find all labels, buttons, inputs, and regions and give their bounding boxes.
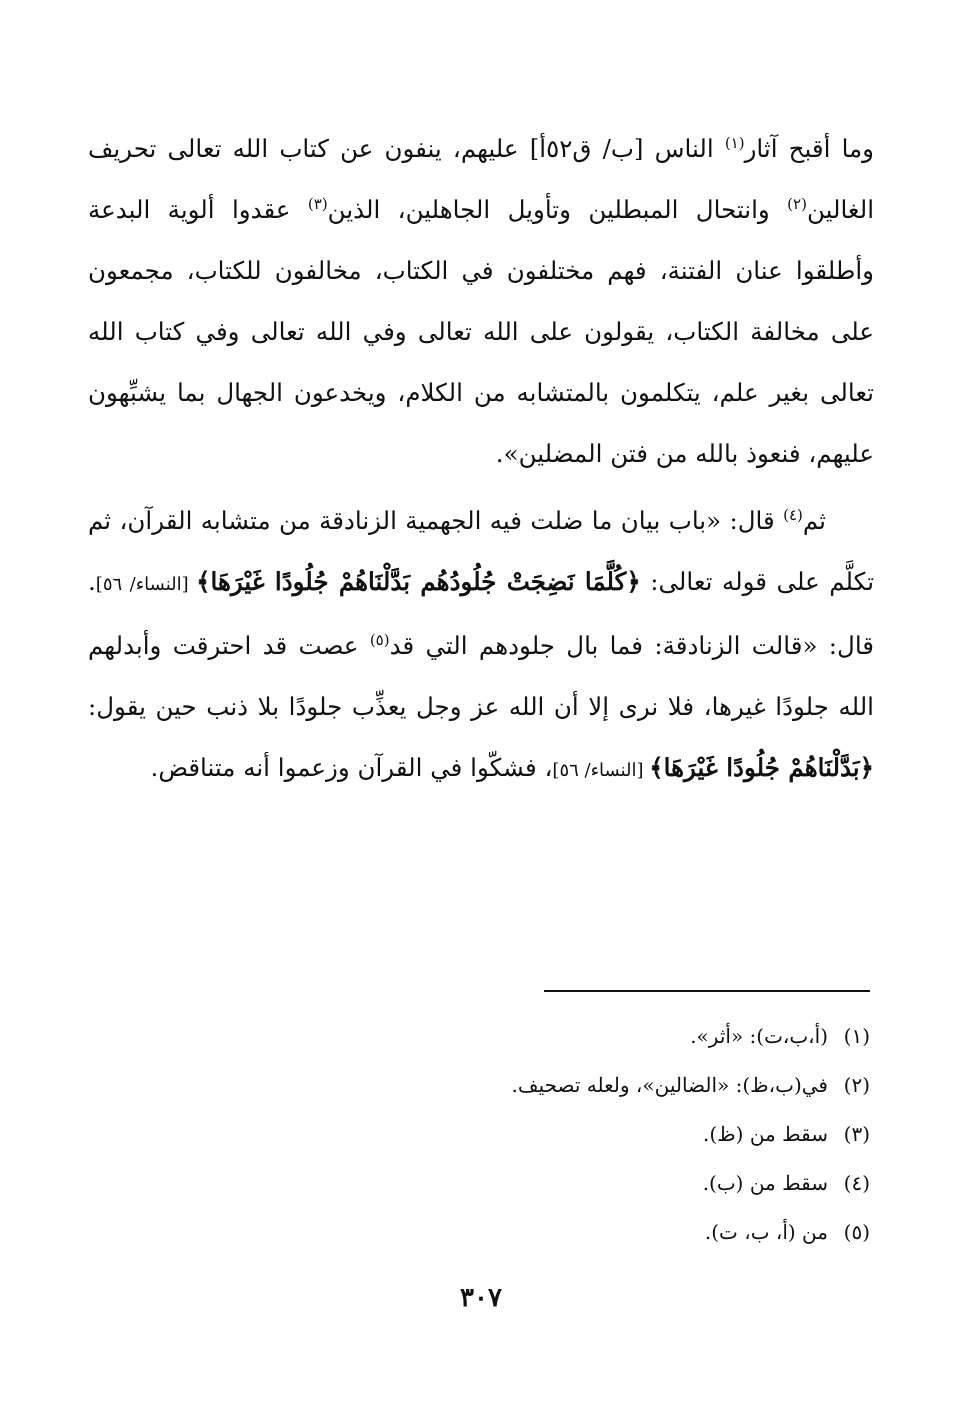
footnote-divider — [544, 990, 870, 992]
paragraph-2-text-2: قال: «باب بيان ما ضلت فيه الجهمية الزنادقة من متشابه القرآن، ثم تكلَّم على قوله تعالى: — [88, 506, 875, 596]
footnote-number: (١) — [843, 1024, 870, 1048]
main-text — [88, 118, 874, 801]
footnote-number: (٤) — [843, 1171, 870, 1195]
verse-reference-2: [النساء/ ٥٦] — [552, 760, 650, 781]
quran-verse-1: ﴿كُلَّمَا نَضِجَتْ جُلُودُهُم بَدَّلْنَاهُمْ جُلُودًا غَيْرَهَا﴾ — [196, 567, 641, 596]
footnote-marker-3: (٣) — [307, 194, 328, 213]
paragraph-2 — [88, 490, 874, 801]
footnote-text: (أ،ب،ت): «أثر». — [690, 1024, 828, 1048]
footnote-text: في(ب،ظ): «الضالين»، ولعله تصحيف. — [511, 1073, 828, 1097]
paragraph-1-text-3: وانتحال المبطلين وتأويل الجاهلين، الذين — [327, 195, 788, 224]
footnote-5 — [310, 1208, 870, 1257]
paragraph-2-text-4: عصت قد احترقت وأبدلهم الله جلودًا غيرها، فلا نرى إلا أن الله عز وجل يعذِّب جلودًا بلا ذنب حين يقول: — [88, 631, 874, 721]
footnote-number: (٢) — [843, 1073, 870, 1097]
footnote-text: سقط من (ظ). — [703, 1122, 828, 1146]
footnote-marker-5: (٥) — [369, 630, 390, 649]
quran-verse-2: ﴿بَدَّلْنَاهُمْ جُلُودًا غَيْرَهَا﴾ — [649, 753, 874, 782]
paragraph-2-text-1: ثم — [802, 506, 826, 535]
footnote-text: سقط من (ب). — [702, 1171, 828, 1195]
paragraph-2-text-3: . قال: «قالت الزنادقة: فما بال جلودهم التي قد — [88, 567, 874, 660]
paragraph-2-text-5: ، فشكّوا في القرآن وزعموا أنه متناقض. — [150, 753, 553, 782]
footnote-3 — [310, 1110, 870, 1159]
footnote-marker-4: (٤) — [783, 505, 803, 524]
footnote-marker-2: (٢) — [787, 194, 807, 213]
footnote-text: من (أ، ب، ت). — [704, 1220, 828, 1244]
footnotes — [310, 1012, 870, 1257]
footnote-number: (٣) — [843, 1122, 870, 1146]
verse-reference-1: [النساء/ ٥٦] — [95, 574, 197, 595]
paragraph-1-text-1: وما أقبح آثار — [744, 134, 874, 163]
page-number: ٣٠٧ — [460, 1283, 502, 1313]
paragraph-1-text-2: الناس [ب/ ق٥٢أ] عليهم، ينفون عن كتاب الله تعالى تحريف الغالين — [88, 134, 875, 224]
footnote-1 — [310, 1012, 870, 1061]
paragraph-1-text-4: عقدوا ألوية البدعة وأطلقوا عنان الفتنة، فهم مختلفون في الكتاب، مخالفون للكتاب، مجمعون على مخالفة الكتاب، يقولون على الله تعالى وفي الله تعالى وفي كتاب الله تعالى بغير علم، يتكلمون بالمتشابه من الكلام، ويخدعون الجهال بما يشبِّهون عليهم، فنعوذ بالله من فتن المضلين». — [88, 195, 874, 468]
footnote-4 — [310, 1159, 870, 1208]
paragraph-1 — [88, 118, 874, 484]
footnote-2 — [310, 1061, 870, 1110]
footnote-marker-1: (١) — [724, 133, 745, 152]
footnote-number: (٥) — [843, 1220, 870, 1244]
